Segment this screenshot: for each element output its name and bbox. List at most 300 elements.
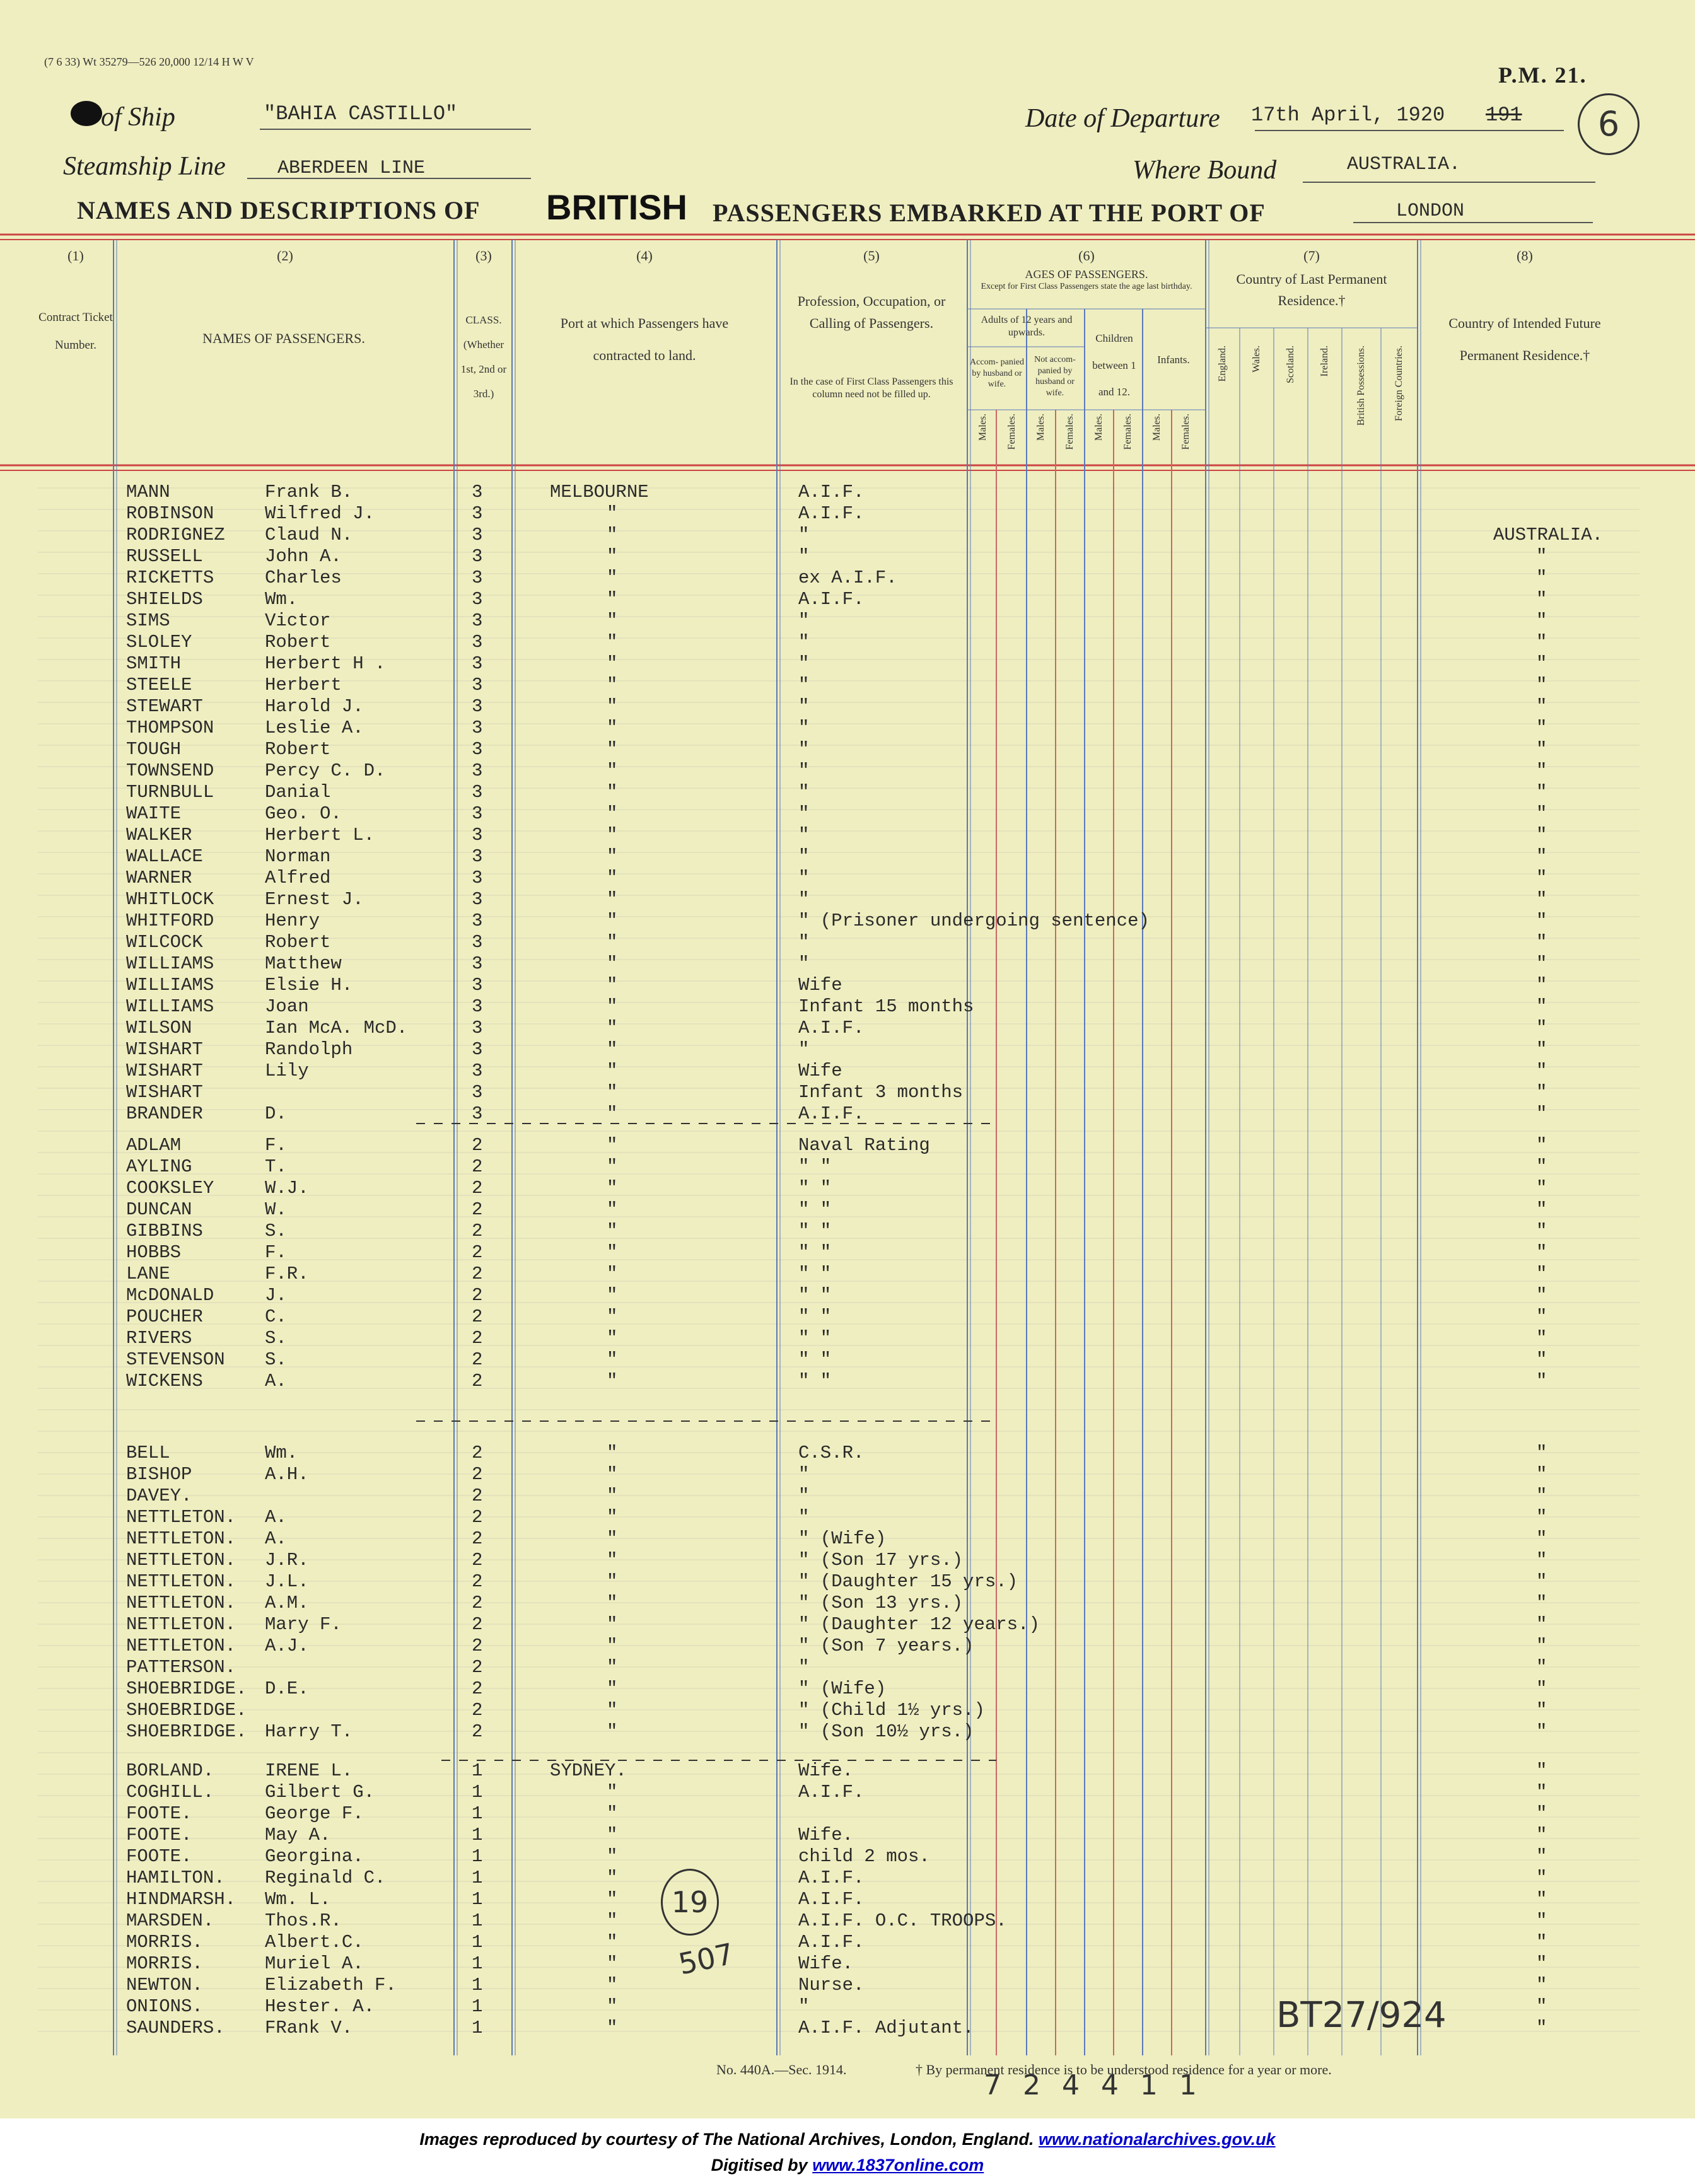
passenger-class: 2 xyxy=(472,1635,483,1656)
future-residence: " xyxy=(1536,546,1547,567)
passenger-surname: STEELE xyxy=(126,675,192,695)
females-label: Females. xyxy=(1064,414,1075,450)
passenger-surname: WILLIAMS xyxy=(126,953,214,974)
future-residence: " xyxy=(1536,1060,1547,1081)
passenger-row xyxy=(0,675,1695,696)
passenger-given-names: A. xyxy=(265,1507,287,1528)
passenger-class: 3 xyxy=(472,996,483,1017)
future-residence: " xyxy=(1536,975,1547,996)
passenger-surname: TURNBULL xyxy=(126,782,214,803)
passenger-surname: McDONALD xyxy=(126,1285,214,1306)
landing-port: " xyxy=(607,739,618,760)
title-british: BRITISH xyxy=(546,187,687,227)
passenger-surname: BORLAND. xyxy=(126,1760,214,1781)
passenger-surname: HOBBS xyxy=(126,1242,182,1263)
passenger-given-names: A.J. xyxy=(265,1635,309,1656)
col6-adults: Adults of 12 years and upwards. xyxy=(981,315,1073,338)
passenger-class: 2 xyxy=(472,1550,483,1571)
passenger-class: 2 xyxy=(472,1285,483,1306)
passenger-given-names: Herbert xyxy=(265,675,342,695)
passenger-surname: HINDMARSH. xyxy=(126,1889,236,1910)
future-residence: " xyxy=(1536,868,1547,888)
passenger-row xyxy=(0,1018,1695,1039)
passenger-row xyxy=(0,1263,1695,1285)
passenger-occupation: " xyxy=(798,610,810,631)
future-residence: " xyxy=(1536,1103,1547,1124)
passenger-given-names: George F. xyxy=(265,1803,364,1824)
passenger-class: 2 xyxy=(472,1328,483,1349)
passenger-class: 3 xyxy=(472,1060,483,1081)
passenger-row xyxy=(0,760,1695,782)
passenger-given-names: Joan xyxy=(265,996,309,1017)
passenger-row xyxy=(0,1700,1695,1721)
passenger-row xyxy=(0,889,1695,910)
passenger-class: 2 xyxy=(472,1306,483,1327)
passenger-surname: WARNER xyxy=(126,868,192,888)
future-residence: " xyxy=(1536,1953,1547,1974)
passenger-class: 1 xyxy=(472,1975,483,1995)
passenger-class: 2 xyxy=(472,1614,483,1635)
passenger-class: 3 xyxy=(472,696,483,717)
passenger-surname: ROBINSON xyxy=(126,503,214,524)
future-residence: " xyxy=(1536,610,1547,631)
passenger-occupation: " (Son 10½ yrs.) xyxy=(798,1721,974,1742)
passenger-surname: WALKER xyxy=(126,825,192,845)
future-residence: " xyxy=(1536,653,1547,674)
passenger-given-names: J. xyxy=(265,1285,287,1306)
passenger-occupation: A.I.F. xyxy=(798,1889,865,1910)
passenger-occupation: " xyxy=(798,1485,810,1506)
annotation-507: 507 xyxy=(675,1936,737,1982)
landing-port: SYDNEY. xyxy=(550,1760,627,1781)
passenger-surname: SHOEBRIDGE. xyxy=(126,1678,247,1699)
passenger-row xyxy=(0,932,1695,953)
passenger-row xyxy=(0,1285,1695,1306)
passenger-given-names: A. xyxy=(265,1528,287,1549)
landing-port: " xyxy=(607,1782,618,1803)
passenger-occupation: " xyxy=(798,632,810,653)
passenger-surname: ONIONS. xyxy=(126,1996,203,2017)
future-residence: " xyxy=(1536,1593,1547,1613)
passenger-surname: PATTERSON. xyxy=(126,1657,236,1678)
col6-note: Except for First Class Passengers state the age last birthday. xyxy=(981,282,1192,291)
future-residence: " xyxy=(1536,932,1547,953)
passenger-occupation: " xyxy=(798,932,810,953)
passenger-given-names: Danial xyxy=(265,782,331,803)
passenger-class: 2 xyxy=(472,1242,483,1263)
passenger-given-names: Robert xyxy=(265,739,331,760)
passenger-class: 3 xyxy=(472,675,483,695)
passenger-row xyxy=(0,717,1695,739)
landing-port: " xyxy=(607,1507,618,1528)
passenger-surname: WISHART xyxy=(126,1082,203,1103)
passenger-given-names: Ernest J. xyxy=(265,889,364,910)
passenger-surname: SLOLEY xyxy=(126,632,192,653)
col1-label: Contract Ticket Number. xyxy=(38,311,113,352)
passenger-class: 3 xyxy=(472,482,483,502)
passenger-given-names: Frank B. xyxy=(265,482,353,502)
passenger-given-names: Alfred xyxy=(265,868,331,888)
passenger-occupation: " xyxy=(798,1039,810,1060)
passenger-occupation: " xyxy=(798,675,810,695)
passenger-row xyxy=(0,953,1695,975)
future-residence: " xyxy=(1536,1614,1547,1635)
passenger-row xyxy=(0,1328,1695,1349)
passenger-row xyxy=(0,503,1695,525)
passenger-given-names: F. xyxy=(265,1242,287,1263)
landing-port: " xyxy=(607,1082,618,1103)
landing-port: " xyxy=(607,653,618,674)
passenger-class: 2 xyxy=(472,1349,483,1370)
passenger-given-names: Claud N. xyxy=(265,525,353,545)
england-label: England. xyxy=(1217,346,1228,382)
passenger-row xyxy=(0,1910,1695,1932)
future-residence: " xyxy=(1536,803,1547,824)
females-label: Females. xyxy=(1006,414,1017,450)
passenger-surname: WALLACE xyxy=(126,846,203,867)
passenger-given-names: W.J. xyxy=(265,1178,309,1199)
landing-port: " xyxy=(607,1975,618,1995)
passenger-surname: SHOEBRIDGE. xyxy=(126,1700,247,1721)
passenger-occupation: " (Daughter 15 yrs.) xyxy=(798,1571,1018,1592)
landing-port: " xyxy=(607,717,618,738)
digitised-by: Digitised by xyxy=(711,2156,808,2175)
passenger-class: 3 xyxy=(472,782,483,803)
circled-count: 19 xyxy=(661,1869,719,1936)
passenger-class: 2 xyxy=(472,1443,483,1463)
passenger-row xyxy=(0,1635,1695,1657)
future-residence: " xyxy=(1536,1221,1547,1241)
future-residence: " xyxy=(1536,1156,1547,1177)
passenger-row xyxy=(0,1571,1695,1593)
passenger-given-names: Albert.C. xyxy=(265,1932,364,1953)
passenger-occupation: Wife xyxy=(798,975,842,996)
landing-port: " xyxy=(607,1306,618,1327)
passenger-class: 1 xyxy=(472,2018,483,2038)
passenger-row xyxy=(0,1953,1695,1975)
passenger-row xyxy=(0,653,1695,675)
passenger-surname: THOMPSON xyxy=(126,717,214,738)
landing-port: " xyxy=(607,996,618,1017)
future-residence: " xyxy=(1536,1782,1547,1803)
future-residence: " xyxy=(1536,739,1547,760)
passenger-given-names: Wm. xyxy=(265,589,298,610)
passenger-row xyxy=(0,1614,1695,1635)
landing-port: " xyxy=(607,1178,618,1199)
passenger-occupation: " " xyxy=(798,1178,832,1199)
passenger-occupation: " xyxy=(798,717,810,738)
passenger-occupation: " xyxy=(798,782,810,803)
passenger-class: 1 xyxy=(472,1996,483,2017)
national-archives-link[interactable]: www.nationalarchives.gov.uk xyxy=(1039,2130,1276,2149)
passenger-occupation: Infant 3 months xyxy=(798,1082,964,1103)
ink-blot xyxy=(71,101,102,126)
passenger-given-names: T. xyxy=(265,1156,287,1177)
passenger-row xyxy=(0,739,1695,760)
landing-port: " xyxy=(607,1485,618,1506)
passenger-row xyxy=(0,1464,1695,1485)
passenger-surname: FOOTE. xyxy=(126,1846,192,1867)
passenger-occupation: Wife. xyxy=(798,1760,854,1781)
passenger-class: 1 xyxy=(472,1782,483,1803)
future-residence: " xyxy=(1536,1349,1547,1370)
passenger-class: 2 xyxy=(472,1221,483,1241)
passenger-surname: COGHILL. xyxy=(126,1782,214,1803)
footnote: † By permanent residence is to be understood residence for a year or more. xyxy=(916,2062,1332,2077)
passenger-occupation: " xyxy=(798,846,810,867)
passenger-row xyxy=(0,1782,1695,1803)
col6-children: Children between 1 and 12. xyxy=(1092,332,1136,398)
passenger-class: 3 xyxy=(472,953,483,974)
passenger-surname: BELL xyxy=(126,1443,170,1463)
passenger-class: 2 xyxy=(472,1700,483,1721)
passenger-class: 3 xyxy=(472,1082,483,1103)
passenger-surname: NETTLETON. xyxy=(126,1614,236,1635)
col7-num: (7) xyxy=(1303,248,1320,264)
passenger-surname: WHITFORD xyxy=(126,910,214,931)
future-residence: " xyxy=(1536,1867,1547,1888)
passenger-row xyxy=(0,1156,1695,1178)
passenger-occupation: child 2 mos. xyxy=(798,1846,930,1867)
passenger-class: 2 xyxy=(472,1571,483,1592)
passenger-class: 2 xyxy=(472,1263,483,1284)
passenger-given-names: F.R. xyxy=(265,1263,309,1284)
passenger-class: 1 xyxy=(472,1803,483,1824)
future-residence: " xyxy=(1536,1910,1547,1931)
passenger-given-names: D.E. xyxy=(265,1678,309,1699)
future-residence: " xyxy=(1536,675,1547,695)
passenger-row xyxy=(0,696,1695,717)
passenger-surname: SHIELDS xyxy=(126,589,203,610)
passenger-class: 3 xyxy=(472,739,483,760)
passenger-class: 1 xyxy=(472,1932,483,1953)
future-residence: " xyxy=(1536,889,1547,910)
landing-port: " xyxy=(607,1614,618,1635)
passenger-class: 2 xyxy=(472,1507,483,1528)
passenger-row xyxy=(0,1306,1695,1328)
landing-port: " xyxy=(607,1953,618,1974)
landing-port: " xyxy=(607,1443,618,1463)
passenger-row xyxy=(0,1932,1695,1953)
future-residence: " xyxy=(1536,567,1547,588)
passenger-class: 3 xyxy=(472,546,483,567)
future-residence: " xyxy=(1536,1571,1547,1592)
col7-label: Country of Last Permanent Residence.† xyxy=(1236,271,1387,309)
passenger-class: 2 xyxy=(472,1178,483,1199)
col6-infants: Infants. xyxy=(1157,354,1190,366)
passenger-class: 2 xyxy=(472,1528,483,1549)
landing-port: " xyxy=(607,1328,618,1349)
passenger-surname: TOWNSEND xyxy=(126,760,214,781)
landing-port: " xyxy=(607,1932,618,1953)
passenger-class: 1 xyxy=(472,1825,483,1845)
passenger-occupation: " " xyxy=(798,1263,832,1284)
passenger-given-names: Robert xyxy=(265,932,331,953)
form-no: No. 440A.—Sec. 1914. xyxy=(716,2062,847,2077)
landing-port: " xyxy=(607,1593,618,1613)
passenger-given-names: Harry T. xyxy=(265,1721,353,1742)
future-residence: " xyxy=(1536,1932,1547,1953)
passenger-given-names: F. xyxy=(265,1135,287,1156)
form-number: P.M. 21. xyxy=(1498,62,1587,88)
passenger-occupation: " xyxy=(798,546,810,567)
passenger-class: 3 xyxy=(472,846,483,867)
passenger-surname: STEVENSON xyxy=(126,1349,225,1370)
males-label: Males. xyxy=(1093,414,1104,441)
passenger-given-names: J.L. xyxy=(265,1571,309,1592)
title-pre: NAMES AND DESCRIPTIONS OF xyxy=(77,196,481,224)
landing-port: " xyxy=(607,2018,618,2038)
passenger-row xyxy=(0,589,1695,610)
passenger-surname: BRANDER xyxy=(126,1103,203,1124)
passenger-class: 3 xyxy=(472,653,483,674)
future-residence: " xyxy=(1536,717,1547,738)
passenger-occupation: " xyxy=(798,760,810,781)
passenger-row xyxy=(0,1082,1695,1103)
landing-port: " xyxy=(607,1550,618,1571)
landing-port: " xyxy=(607,1571,618,1592)
landing-port: " xyxy=(607,803,618,824)
landing-port: " xyxy=(607,1803,618,1824)
future-residence: " xyxy=(1536,846,1547,867)
passenger-class: 3 xyxy=(472,1018,483,1038)
passenger-occupation: " " xyxy=(798,1221,832,1241)
passenger-occupation: " xyxy=(798,696,810,717)
landing-port: " xyxy=(607,1910,618,1931)
passenger-class: 1 xyxy=(472,1889,483,1910)
passenger-surname: FOOTE. xyxy=(126,1825,192,1845)
wales-label: Wales. xyxy=(1251,346,1262,373)
passenger-class: 3 xyxy=(472,525,483,545)
landing-port: " xyxy=(607,910,618,931)
landing-port: MELBOURNE xyxy=(550,482,649,502)
passenger-class: 3 xyxy=(472,567,483,588)
future-residence: AUSTRALIA. xyxy=(1493,525,1604,545)
passenger-class: 2 xyxy=(472,1464,483,1485)
passenger-given-names: Harold J. xyxy=(265,696,364,717)
passenger-row xyxy=(0,1593,1695,1614)
passenger-given-names: Geo. O. xyxy=(265,803,342,824)
passenger-row xyxy=(0,1507,1695,1528)
passenger-occupation: " (Son 13 yrs.) xyxy=(798,1593,964,1613)
future-residence: " xyxy=(1536,1464,1547,1485)
males-label: Males. xyxy=(977,414,988,441)
credits-bar xyxy=(0,2118,1695,2184)
passenger-class: 3 xyxy=(472,1039,483,1060)
passenger-occupation: " xyxy=(798,1507,810,1528)
ship-name: "BAHIA CASTILLO" xyxy=(264,102,458,125)
passenger-occupation: A.I.F. xyxy=(798,1103,865,1124)
col6-label: AGES OF PASSENGERS. xyxy=(1025,268,1148,281)
passenger-occupation: " (Prisoner undergoing sentence) xyxy=(798,910,1150,931)
passenger-occupation: " " xyxy=(798,1285,832,1306)
passenger-occupation: " " xyxy=(798,1328,832,1349)
passenger-given-names: Matthew xyxy=(265,953,342,974)
landing-port: " xyxy=(607,1635,618,1656)
passenger-surname: STEWART xyxy=(126,696,203,717)
landing-port: " xyxy=(607,1846,618,1867)
passenger-occupation: " xyxy=(798,525,810,545)
passenger-given-names: Thos.R. xyxy=(265,1910,342,1931)
passenger-given-names: John A. xyxy=(265,546,342,567)
passenger-given-names: A.H. xyxy=(265,1464,309,1485)
passenger-row xyxy=(0,567,1695,589)
passenger-occupation: A.I.F. xyxy=(798,503,865,524)
passenger-surname: MARSDEN. xyxy=(126,1910,214,1931)
passenger-class: 3 xyxy=(472,975,483,996)
passenger-class: 3 xyxy=(472,825,483,845)
passenger-occupation: " xyxy=(798,1996,810,2017)
passenger-occupation: " " xyxy=(798,1242,832,1263)
passenger-row xyxy=(0,1846,1695,1867)
passenger-occupation: " xyxy=(798,825,810,845)
foreign-countries-label: Foreign Countries. xyxy=(1394,346,1404,421)
passenger-given-names: S. xyxy=(265,1349,287,1370)
passenger-occupation: A.I.F. xyxy=(798,589,865,610)
passenger-given-names: May A. xyxy=(265,1825,331,1845)
passenger-class: 3 xyxy=(472,632,483,653)
passenger-occupation: A.I.F. xyxy=(798,1932,865,1953)
col5-label: Profession, Occupation, or Calling of Passengers. xyxy=(797,293,946,332)
passenger-class: 3 xyxy=(472,717,483,738)
passenger-surname: RIVERS xyxy=(126,1328,192,1349)
passenger-class: 2 xyxy=(472,1156,483,1177)
females-label: Females. xyxy=(1180,414,1191,450)
passenger-given-names: Charles xyxy=(265,567,342,588)
future-residence: " xyxy=(1536,953,1547,974)
passenger-row xyxy=(0,1825,1695,1846)
passenger-given-names: Mary F. xyxy=(265,1614,342,1635)
future-residence: " xyxy=(1536,1285,1547,1306)
passenger-row xyxy=(0,1550,1695,1571)
landing-port: " xyxy=(607,567,618,588)
passenger-surname: BISHOP xyxy=(126,1464,192,1485)
passenger-class: 1 xyxy=(472,1760,483,1781)
landing-port: " xyxy=(607,825,618,845)
passenger-class: 1 xyxy=(472,1910,483,1931)
passenger-occupation: " " xyxy=(798,1156,832,1177)
landing-port: " xyxy=(607,760,618,781)
passenger-row xyxy=(0,1349,1695,1371)
passenger-occupation: C.S.R. xyxy=(798,1443,865,1463)
future-residence: " xyxy=(1536,1039,1547,1060)
form-code: (7 6 33) Wt 35279—526 20,000 12/14 H W V xyxy=(44,55,254,68)
landing-port: " xyxy=(607,889,618,910)
passenger-occupation: " (Child 1½ yrs.) xyxy=(798,1700,985,1721)
passenger-given-names: Reginald C. xyxy=(265,1867,386,1888)
future-residence: " xyxy=(1536,1678,1547,1699)
passenger-row xyxy=(0,546,1695,567)
landing-port: " xyxy=(607,868,618,888)
col3-label: CLASS. (Whether 1st, 2nd or 3rd.) xyxy=(460,314,507,400)
passenger-occupation: " (Wife) xyxy=(798,1528,887,1549)
passenger-surname: DAVEY. xyxy=(126,1485,192,1506)
passenger-row xyxy=(0,1721,1695,1743)
passenger-row xyxy=(0,1889,1695,1910)
passenger-row xyxy=(0,803,1695,825)
passenger-row xyxy=(0,996,1695,1018)
passenger-surname: DUNCAN xyxy=(126,1199,192,1220)
passenger-class: 2 xyxy=(472,1657,483,1678)
passenger-given-names: Randolph xyxy=(265,1039,353,1060)
passenger-given-names: Robert xyxy=(265,632,331,653)
archive-reference: BT27/924 xyxy=(1276,1995,1447,2036)
col5-note: In the case of First Class Passengers this column need not be filled up. xyxy=(789,376,953,400)
passenger-row xyxy=(0,1485,1695,1507)
passenger-occupation: " xyxy=(798,953,810,974)
online-1837-link[interactable]: www.1837online.com xyxy=(812,2156,984,2175)
passenger-row xyxy=(0,1135,1695,1156)
